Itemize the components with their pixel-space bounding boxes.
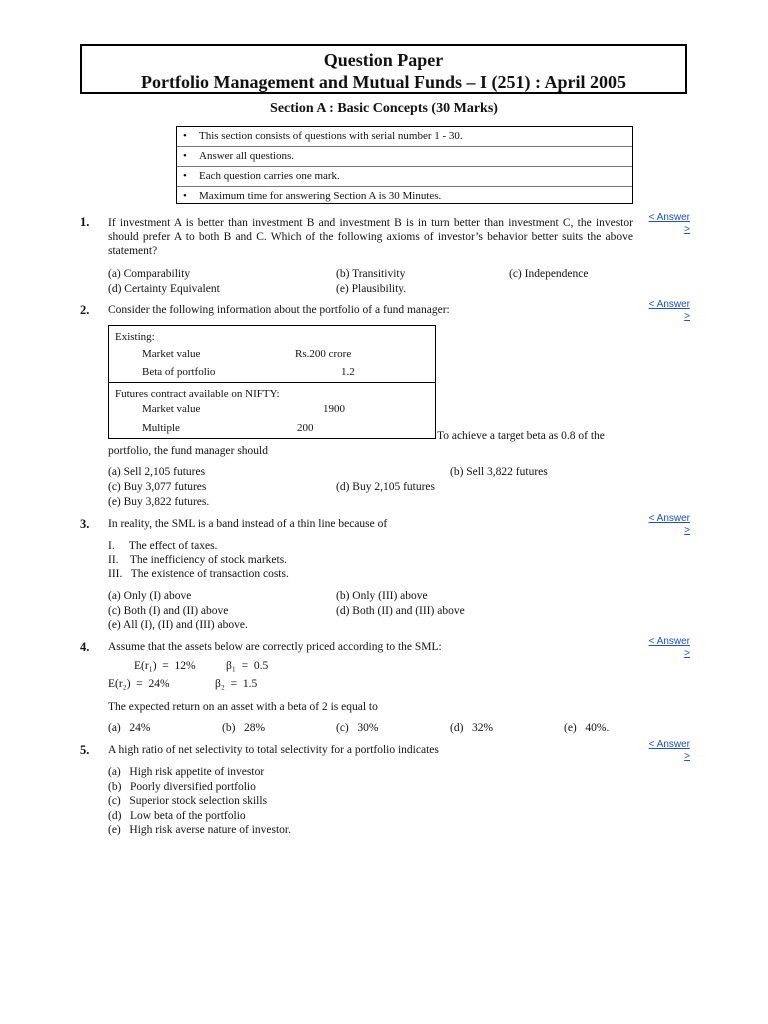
option-3a: (a) Only (I) above (108, 590, 192, 602)
futures-label: Futures contract available on NIFTY: (115, 388, 280, 400)
option-4e: (e) 40%. (564, 722, 610, 734)
answer-link-3[interactable] (638, 513, 690, 537)
answer-link-2[interactable] (638, 299, 690, 323)
question-text-2-continued: To achieve a target beta as 0.8 of the (437, 430, 605, 442)
statement-1: I. The effect of taxes. (108, 540, 218, 552)
multiple-label: Multiple (142, 422, 180, 434)
statement-3: III. The existence of transaction costs. (108, 568, 289, 580)
question-number-2: 2. (80, 303, 90, 317)
futures-market-value: 1900 (323, 403, 345, 415)
question-number-3: 3. (80, 517, 90, 531)
option-1c: (c) Independence (509, 268, 589, 280)
option-2e: (e) Buy 3,822 futures. (108, 496, 210, 508)
option-2a: (a) Sell 2,105 futures (108, 466, 206, 478)
equation-2-return: E(r₂) = 24% (108, 678, 170, 690)
question-text-1: If investment A is better than investment B and investment B is in turn better than investment C, the investor should prefer A to both B and C. Which of the following axioms of investor’s behavior better suits the above statement? (108, 217, 633, 257)
option-3d: (d) Both (II) and (III) above (336, 605, 465, 617)
answer-link-label: > (684, 525, 690, 536)
option-1e: (e) Plausibility. (336, 283, 407, 295)
market-value: Rs.200 crore (295, 348, 352, 360)
answer-link-label: < Answer (648, 513, 690, 524)
answer-link-label: < Answer (648, 739, 690, 750)
question-text-4b: The expected return on an asset with a beta of 2 is equal to (108, 701, 378, 713)
option-3e: (e) All (I), (II) and (III) above. (108, 619, 248, 631)
answer-link-label: > (684, 224, 690, 235)
beta-label: Beta of portfolio (142, 366, 216, 378)
instruction-item: • This section consists of questions with serial number 1 - 30. (177, 127, 632, 147)
option-1d: (d) Certainty Equivalent (108, 283, 220, 295)
option-5a: (a) High risk appetite of investor (108, 766, 265, 778)
question-text-3: In reality, the SML is a band instead of a thin line because of (108, 518, 388, 530)
option-1b: (b) Transitivity (336, 268, 406, 280)
answer-link-1[interactable] (638, 212, 690, 236)
instruction-item: • Maximum time for answering Section A is 30 Minutes. (177, 187, 632, 206)
equation-1-return: E(r₁) = 12% (134, 660, 196, 672)
portfolio-table (108, 325, 436, 439)
option-5c: (c) Superior stock selection skills (108, 795, 268, 807)
answer-link-4[interactable] (638, 636, 690, 660)
answer-link-label: < Answer (648, 212, 690, 223)
option-1a: (a) Comparability (108, 268, 191, 280)
question-number-4: 4. (80, 640, 90, 654)
paper-subtitle: Portfolio Management and Mutual Funds – I (251) : April 2005 (140, 72, 626, 92)
option-2c: (c) Buy 3,077 futures (108, 481, 207, 493)
answer-link-label: > (684, 311, 690, 322)
answer-link-label: < Answer (648, 299, 690, 310)
instruction-item: • Answer all questions. (177, 147, 632, 167)
equation-2-beta: β₂ = 1.5 (215, 678, 258, 690)
instructions-box (176, 126, 633, 204)
answer-link-5[interactable] (638, 739, 690, 763)
question-text-5: A high ratio of net selectivity to total selectivity for a portfolio indicates (108, 744, 439, 756)
option-5e: (e) High risk averse nature of investor. (108, 824, 291, 836)
existing-section (109, 326, 435, 383)
multiple-value: 200 (297, 422, 314, 434)
answer-link-label: > (684, 751, 690, 762)
option-2b: (b) Sell 3,822 futures (450, 466, 548, 478)
option-4b: (b) 28% (222, 722, 266, 734)
question-number-1: 1. (80, 215, 90, 229)
option-5b: (b) Poorly diversified portfolio (108, 781, 256, 793)
market-value-label: Market value (142, 348, 201, 360)
section-heading: Section A : Basic Concepts (30 Marks) (270, 101, 498, 116)
equation-1-beta: β₁ = 0.5 (226, 660, 269, 672)
question-text-2: Consider the following information about the portfolio of a fund manager: (108, 304, 450, 316)
question-text-4: Assume that the assets below are correctly priced according to the SML: (108, 641, 442, 653)
answer-link-label: < Answer (648, 636, 690, 647)
option-4a: (a) 24% (108, 722, 151, 734)
statement-2: II. The inefficiency of stock markets. (108, 554, 288, 566)
option-3b: (b) Only (III) above (336, 590, 428, 602)
question-text-2-end: portfolio, the fund manager should (108, 445, 269, 457)
existing-label: Existing: (115, 331, 155, 343)
option-5d: (d) Low beta of the portfolio (108, 810, 246, 822)
question-number-5: 5. (80, 743, 90, 757)
option-3c: (c) Both (I) and (II) above (108, 605, 229, 617)
option-4d: (d) 32% (450, 722, 494, 734)
page-title: Question Paper (323, 50, 444, 70)
option-2d: (d) Buy 2,105 futures (336, 481, 436, 493)
futures-market-value-label: Market value (142, 403, 201, 415)
beta-value: 1.2 (341, 366, 355, 378)
option-4c: (c) 30% (336, 722, 379, 734)
instruction-item: • Each question carries one mark. (177, 167, 632, 187)
answer-link-label: > (684, 648, 690, 659)
title-box (80, 44, 687, 94)
